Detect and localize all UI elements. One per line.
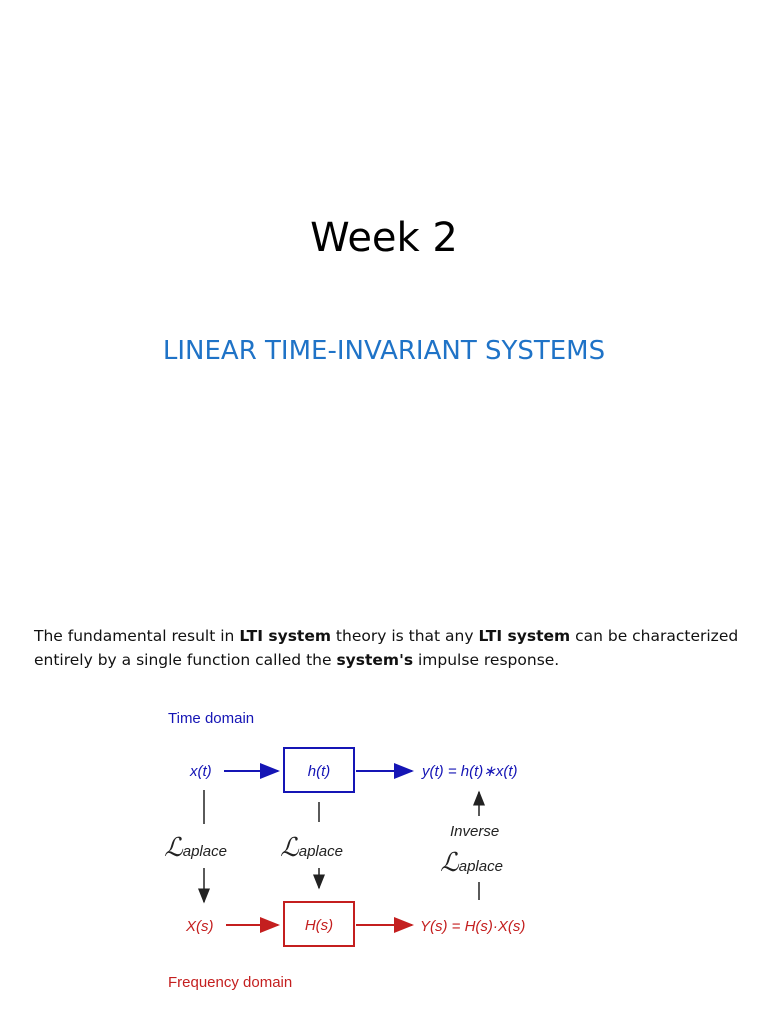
output-freq-label: Y(s) = H(s)·X(s) xyxy=(420,918,526,935)
system-freq-label: H(s) xyxy=(304,917,334,934)
input-time-label: x(t) xyxy=(190,763,212,780)
laplace-middle-rest: aplace xyxy=(298,843,343,860)
frequency-domain-label: Frequency domain xyxy=(168,974,293,991)
laplace-middle-script: ℒ xyxy=(280,833,299,863)
laplace-right-label xyxy=(440,848,503,878)
slide-subtitle: LINEAR TIME-INVARIANT SYSTEMS xyxy=(162,336,606,366)
laplace-left-label xyxy=(164,833,227,863)
time-domain-label: Time domain xyxy=(168,710,255,727)
intro-paragraph xyxy=(34,624,744,672)
laplace-right-rest: aplace xyxy=(458,858,503,875)
inverse-label: Inverse xyxy=(450,823,500,840)
laplace-left-rest: aplace xyxy=(182,843,227,860)
slide-title: Week 2 xyxy=(310,215,458,261)
system-time-label: h(t) xyxy=(307,763,331,780)
paragraph-bold-systems: system's xyxy=(336,651,414,669)
laplace-left-script: ℒ xyxy=(164,833,183,863)
paragraph-text-4: impulse response. xyxy=(413,651,560,669)
paragraph-bold-lti-2: LTI system xyxy=(478,627,571,645)
laplace-transform-diagram xyxy=(150,700,580,1000)
input-freq-label: X(s) xyxy=(186,918,214,935)
laplace-middle-label xyxy=(280,833,343,863)
paragraph-bold-lti-1: LTI system xyxy=(239,627,331,645)
paragraph-text-1: The fundamental result in xyxy=(34,627,240,645)
paragraph-text-2: theory is that any xyxy=(331,627,479,645)
output-time-label: y(t) = h(t)∗x(t) xyxy=(422,763,518,780)
paragraph-text-3: can be characterized entirely by a single function called the xyxy=(34,627,739,669)
laplace-right-script: ℒ xyxy=(440,848,459,878)
